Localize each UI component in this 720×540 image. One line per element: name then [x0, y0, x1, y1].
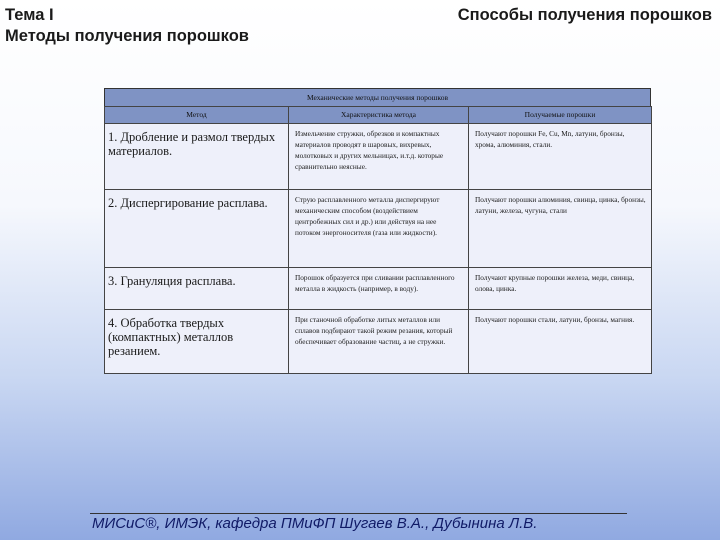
method-cell: 1. Дробление и размол твердых материалов.: [105, 124, 289, 190]
method-cell: 4. Обработка твердых (компактных) металлов резанием.: [105, 310, 289, 374]
table-row: [105, 124, 652, 190]
topic-name: Методы получения порошков: [5, 27, 249, 45]
description-cell: Струю расплавленного металла диспергируют механическим способом (воздействием центробежных сил и др.) или действуя на нее потоком энергоносителя (газа или жидкости).: [289, 190, 469, 268]
description-cell: При станочной обработке литых металлов или сплавов подбирают такой режим резания, который обеспечивает образование частиц, а не стружки.: [289, 310, 469, 374]
footer-divider: [90, 513, 627, 514]
methods-table: [104, 88, 651, 374]
table-row: [105, 190, 652, 268]
footer-credits: МИСиС®, ИМЭК, кафедра ПМиФП Шугаев В.А., Дубынина Л.В.: [92, 515, 538, 532]
method-cell: 2. Диспергирование расплава.: [105, 190, 289, 268]
table-caption: Механические методы получения порошков: [104, 88, 651, 106]
powders-cell: Получают порошки стали, латуни, бронзы, магния.: [469, 310, 652, 374]
table-row: [105, 268, 652, 310]
slide-title: Способы получения порошков: [457, 6, 712, 24]
table-row: [105, 310, 652, 374]
description-cell: Порошок образуется при сливании расплавленного металла в жидкость (например, в воду).: [289, 268, 469, 310]
description-cell: Измельчение стружки, обрезков и компактных материалов проводят в шаровых, вихревых, молотковых и других мельницах, и.т.д. которые сравнительно неясные.: [289, 124, 469, 190]
column-header-description: Характеристика метода: [289, 107, 469, 124]
powders-cell: Получают порошки алюминия, свинца, цинка, бронзы, латуни, железа, чугуна, стали: [469, 190, 652, 268]
method-cell: 3. Грануляция расплава.: [105, 268, 289, 310]
column-header-powders: Получаемые порошки: [469, 107, 652, 124]
topic-label: [5, 5, 249, 47]
powders-cell: Получают порошки Fe, Cu, Mn, латуни, бронзы, хрома, алюминия, стали.: [469, 124, 652, 190]
topic-number: Тема I: [5, 6, 54, 24]
table-header-row: [105, 107, 652, 124]
powders-cell: Получают крупные порошки железа, меди, свинца, олова, цинка.: [469, 268, 652, 310]
column-header-method: Метод: [105, 107, 289, 124]
